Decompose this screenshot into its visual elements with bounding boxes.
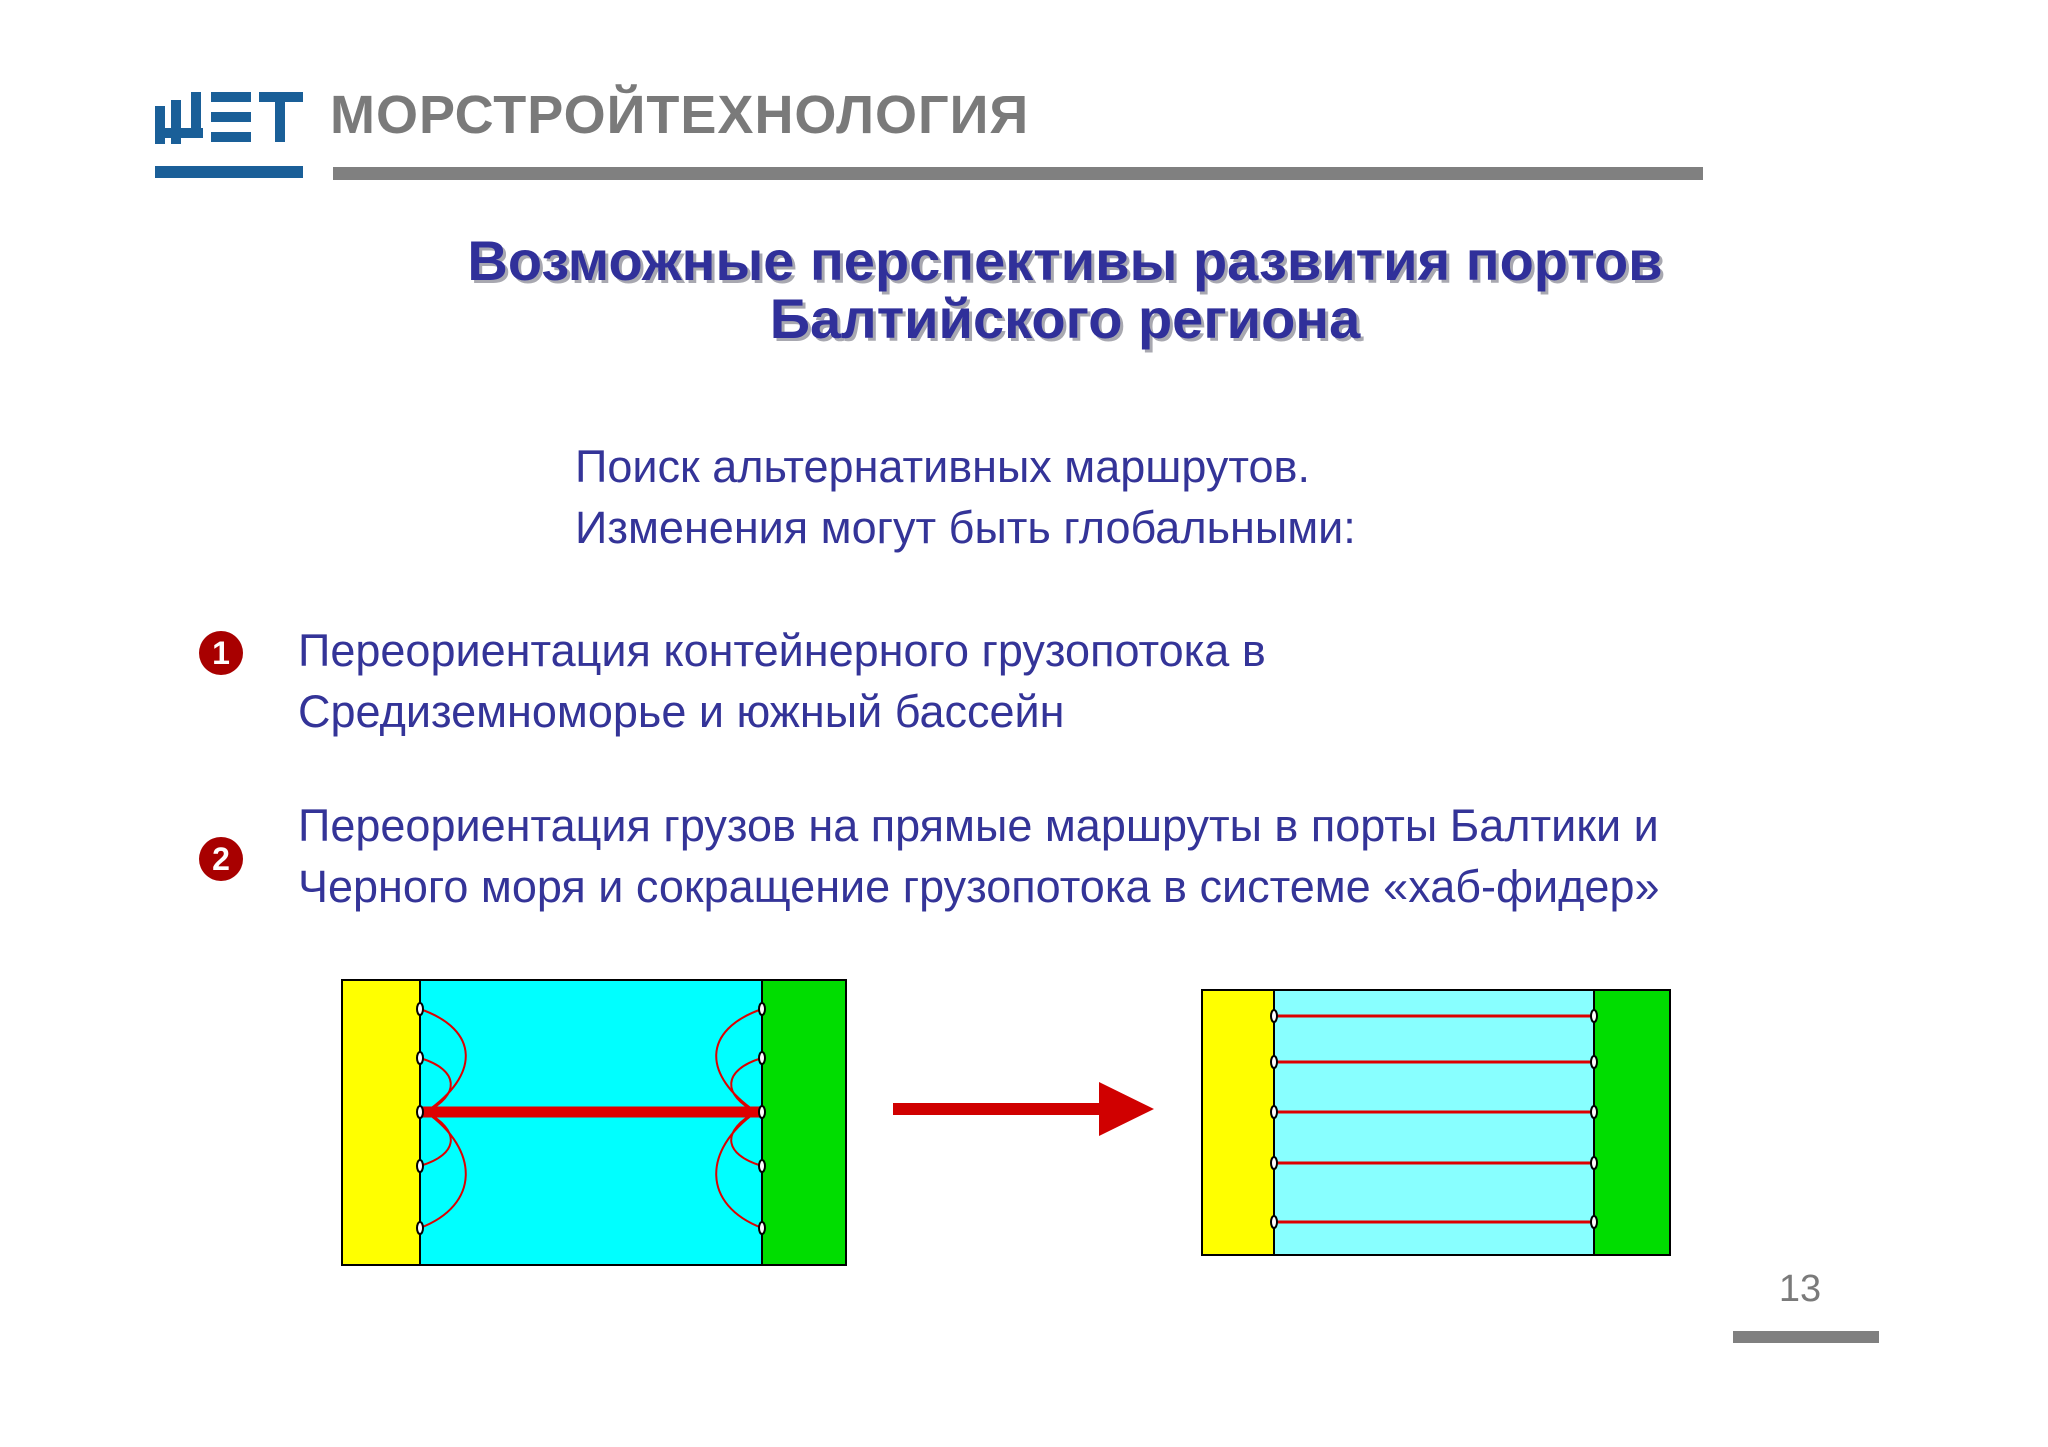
footer-divider <box>1733 1331 1879 1343</box>
point-1-line-1: Переориентация контейнерного грузопотока в <box>298 625 1266 676</box>
bullet-number-1-icon: 1 <box>199 631 243 675</box>
slide-title-line-1: Возможные перспективы развития портов <box>467 229 1663 292</box>
point-1-line-2: Средиземноморье и южный бассейн <box>298 686 1065 737</box>
point-1-text <box>298 620 1266 742</box>
point-2-line-1: Переориентация грузов на прямые маршруты в порты Балтики и <box>298 800 1659 851</box>
right-arrow-icon <box>893 1082 1154 1136</box>
point-2-line-2: Черного моря и сокращение грузопотока в системе «хаб-фидер» <box>298 861 1660 912</box>
intro-text <box>575 436 1356 558</box>
bullet-number-2-icon: 2 <box>199 837 243 881</box>
company-name: МОРСТРОЙТЕХНОЛОГИЯ <box>330 85 1030 145</box>
sea-before <box>420 980 762 1265</box>
left-shore-before <box>342 980 420 1265</box>
slide-title-line-2: Балтийского региона <box>769 287 1361 350</box>
header-divider <box>333 167 1703 180</box>
slide-title <box>330 229 1800 350</box>
intro-line-2: Изменения могут быть глобальными: <box>575 502 1356 553</box>
intro-line-1: Поиск альтернативных маршрутов. <box>575 441 1310 492</box>
right-shore-before <box>762 980 846 1265</box>
route-transition-diagram <box>330 970 1720 1280</box>
sea-after <box>1274 990 1594 1255</box>
left-shore-after <box>1202 990 1274 1255</box>
direct-routes-diagram <box>1202 990 1670 1255</box>
page-number: 13 <box>1778 1268 1822 1310</box>
point-2-text <box>298 795 1660 917</box>
hub-feeder-diagram <box>342 980 846 1265</box>
right-shore-after <box>1594 990 1670 1255</box>
mst-logo-icon <box>155 92 303 182</box>
